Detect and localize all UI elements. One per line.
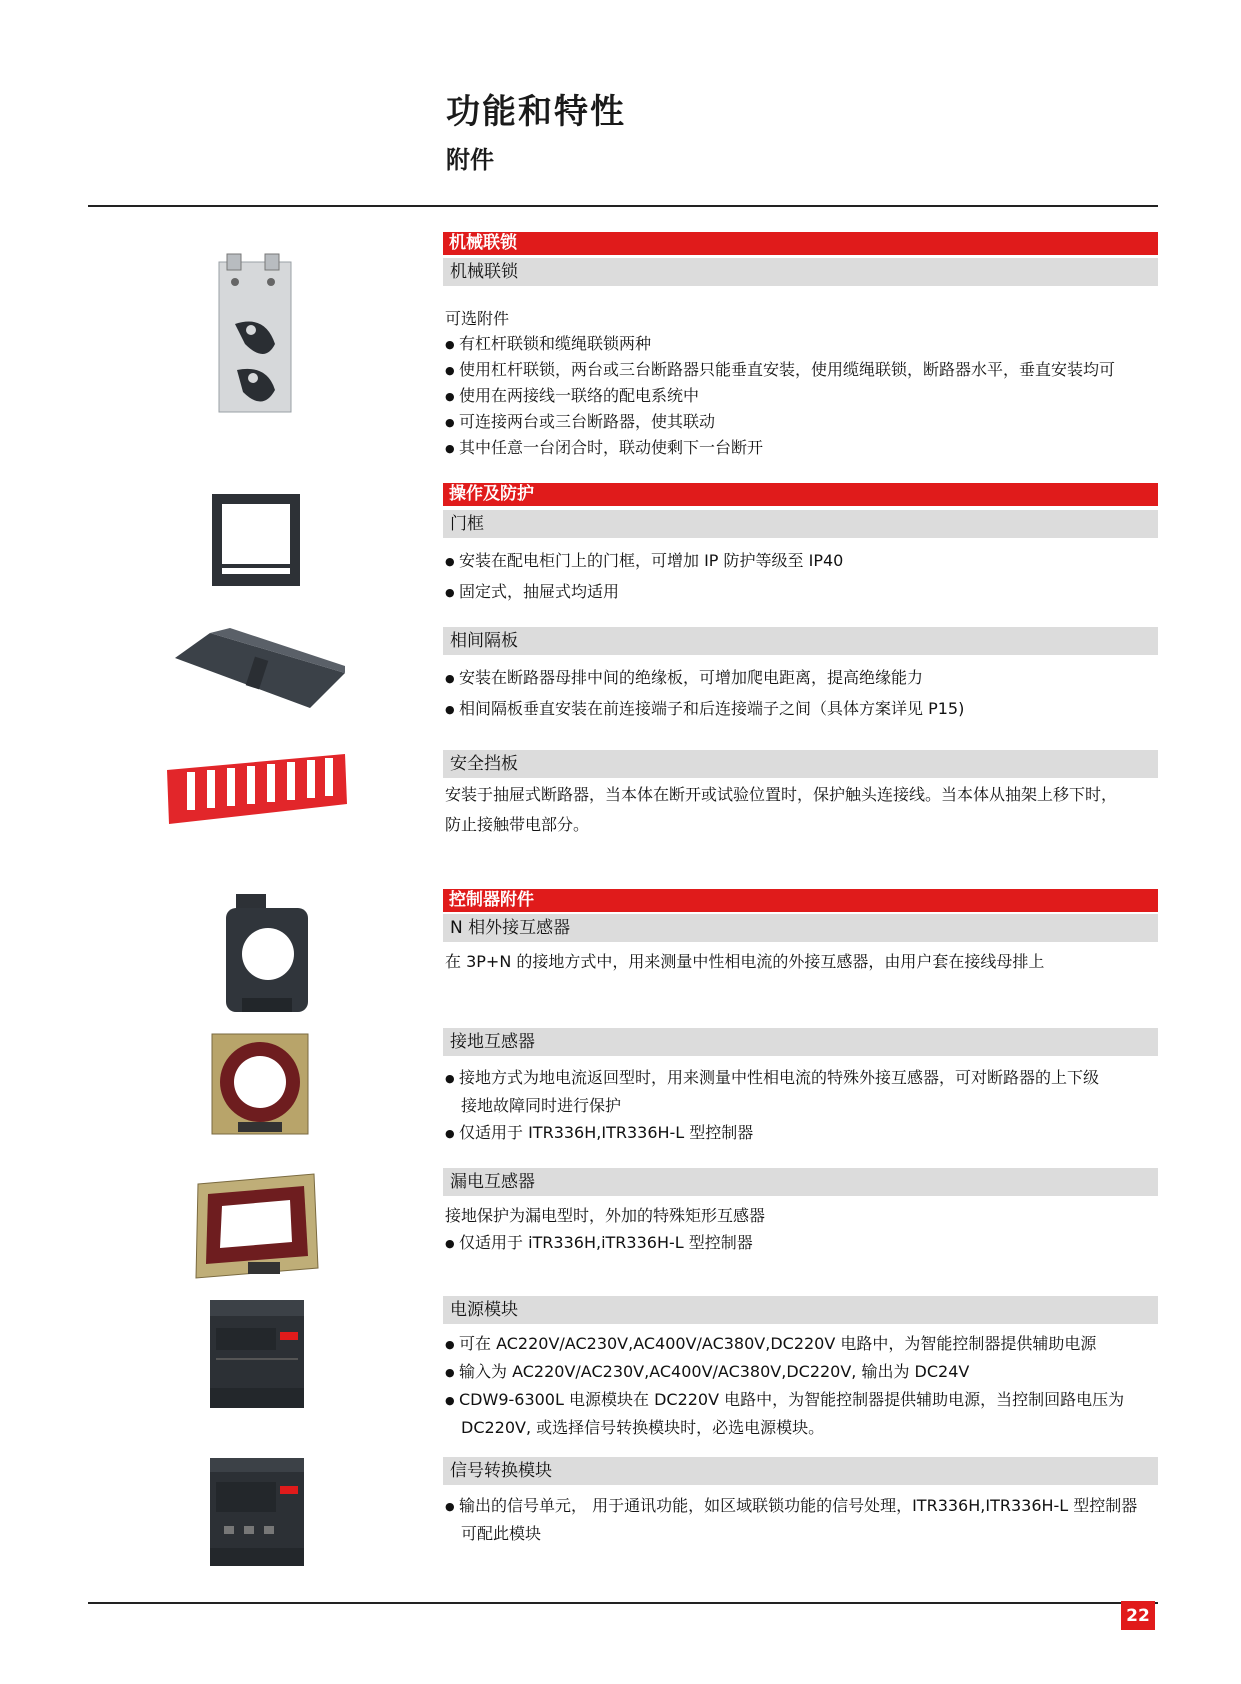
text-line: 接地故障同时进行保护 <box>461 1096 622 1115</box>
intro-line: 可选附件 <box>445 309 510 328</box>
bullet-line: ● 仅适用于 ITR336H,ITR336H-L 型控制器 <box>445 1119 1160 1147</box>
leakage-transformer-text <box>445 1202 1160 1257</box>
bullet-line: ● 固定式，抽屉式均适用 <box>445 577 1160 608</box>
subsection-mechanical-interlock: 机械联锁 <box>443 258 1158 286</box>
phase-barrier-image <box>170 628 345 713</box>
subsection-phase-barrier: 相间隔板 <box>443 627 1158 655</box>
page-title: 功能和特性 <box>446 92 626 132</box>
subsection-door-frame: 门框 <box>443 510 1158 538</box>
subsection-safety-shutter: 安全挡板 <box>443 750 1158 778</box>
safety-shutter-image <box>165 752 350 827</box>
bullet-line: ● 可连接两台或三台断路器，使其联动 <box>445 409 1160 435</box>
bullet-line: ● 安装在配电柜门上的门框，可增加 IP 防护等级至 IP40 <box>445 546 1160 577</box>
power-module-text <box>445 1330 1160 1441</box>
mechanical-interlock-text <box>445 306 1160 461</box>
signal-module-text <box>445 1492 1160 1547</box>
section-header-operation-protection: 操作及防护 <box>443 483 1158 506</box>
subsection-power-module: 电源模块 <box>443 1296 1158 1324</box>
subsection-ground-transformer: 接地互感器 <box>443 1028 1158 1056</box>
bullet-line: ● 输出的信号单元， 用于通讯功能，如区域联锁功能的信号处理，ITR336H,ITR336H-L 型控制器 <box>445 1492 1160 1520</box>
leakage-transformer-image <box>192 1172 322 1284</box>
door-frame-image <box>210 492 302 590</box>
subsection-n-phase-transformer: N 相外接互感器 <box>443 914 1158 942</box>
safety-shutter-text <box>445 780 1160 840</box>
subsection-leakage-transformer: 漏电互感器 <box>443 1168 1158 1196</box>
mechanical-interlock-image <box>205 252 305 422</box>
text-line: 接地保护为漏电型时，外加的特殊矩形互感器 <box>445 1206 766 1225</box>
text-line: 在 3P+N 的接地方式中，用来测量中性相电流的外接互感器，由用户套在接线母排上 <box>445 952 1045 971</box>
text-line: 安装于抽屉式断路器，当本体在断开或试验位置时，保护触头连接线。当本体从抽架上移下时， <box>445 785 1118 804</box>
bullet-line: ● 仅适用于 iTR336H,iTR336H-L 型控制器 <box>445 1229 1160 1257</box>
bullet-line: ● 安装在断路器母排中间的绝缘板，可增加爬电距离，提高绝缘能力 <box>445 663 1160 694</box>
section-header-controller-accessories: 控制器附件 <box>443 889 1158 912</box>
n-phase-transformer-image <box>222 894 312 1014</box>
bullet-line: ● 其中任意一台闭合时，联动使剩下一台断开 <box>445 435 1160 461</box>
section-header-mechanical-interlock: 机械联锁 <box>443 232 1158 255</box>
bullet-line: ● 相间隔板垂直安装在前连接端子和后连接端子之间（具体方案详见 P15) <box>445 694 1160 725</box>
bullet-line: ● 接地方式为地电流返回型时，用来测量中性相电流的特殊外接互感器，可对断路器的上下级 <box>445 1064 1160 1092</box>
bullet-line: ● 可在 AC220V/AC230V,AC400V/AC380V,DC220V 电路中，为智能控制器提供辅助电源 <box>445 1330 1160 1358</box>
phase-barrier-text <box>445 663 1160 725</box>
ground-transformer-image <box>208 1030 313 1140</box>
text-line: 防止接触带电部分。 <box>445 815 590 834</box>
bullet-line: ● 输入为 AC220V/AC230V,AC400V/AC380V,DC220V, 输出为 DC24V <box>445 1358 1160 1386</box>
bullet-line: ● 有杠杆联锁和缆绳联锁两种 <box>445 331 1160 357</box>
top-divider <box>88 205 1158 207</box>
page-subtitle: 附件 <box>446 146 494 174</box>
bullet-line: ● 使用在两接线一联络的配电系统中 <box>445 383 1160 409</box>
bullet-line: ● CDW9-6300L 电源模块在 DC220V 电路中，为智能控制器提供辅助电源，当控制回路电压为 <box>445 1386 1160 1414</box>
page-number: 22 <box>1121 1601 1155 1630</box>
ground-transformer-text <box>445 1064 1160 1147</box>
bullet-line: ● 使用杠杆联锁，两台或三台断路器只能垂直安装，使用缆绳联锁，断路器水平，垂直安装均可 <box>445 357 1160 383</box>
n-phase-transformer-text <box>445 949 1160 975</box>
text-line: DC220V, 或选择信号转换模块时，必选电源模块。 <box>461 1418 825 1437</box>
door-frame-text <box>445 546 1160 608</box>
signal-module-image <box>208 1456 306 1568</box>
subsection-signal-module: 信号转换模块 <box>443 1457 1158 1485</box>
power-module-image <box>208 1298 306 1410</box>
bottom-divider <box>88 1602 1158 1604</box>
text-line: 可配此模块 <box>461 1524 542 1543</box>
